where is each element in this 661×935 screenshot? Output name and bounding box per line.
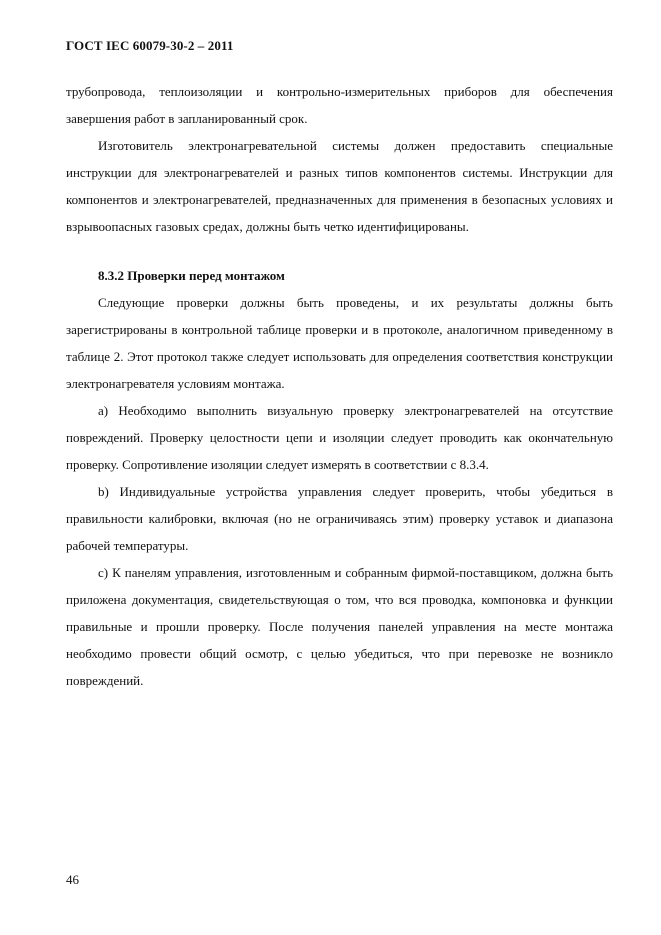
page-number: 46 [66, 872, 79, 887]
paragraph-continued: трубопровода, теплоизоляции и контрольно-измерительных приборов для обеспечения завершения работ в запланированный срок. [66, 84, 613, 126]
document-header: ГОСТ IEC 60079-30-2 – 2011 [66, 38, 234, 53]
paragraph-gap [66, 240, 613, 262]
list-item-a: а) Необходимо выполнить визуальную проверку электронагревателей на отсутствие повреждений. Проверку целостности цепи и изоляции следует проводить как окончательную проверку. Сопротивление изоляции следует измерять в соответствии с 8.3.4. [66, 403, 613, 472]
list-item-c: с) К панелям управления, изготовленным и собранным фирмой-поставщиком, должна быть приложена документация, свидетельствующая о том, что вся проводка, компоновка и функции правильные и прошли проверку. После получения панелей управления на месте монтажа необходимо провести общий осмотр, с целью убедиться, что при перевозке не возникло повреждений. [66, 565, 613, 688]
paragraph-manufacturer-instructions: Изготовитель электронагревательной системы должен предоставить специальные инструкции для электронагревателей и разных типов компонентов системы. Инструкции для компонентов и электронагревателей, предназначенных для применения в безопасных условиях и взрывоопасных газовых средах, должны быть четко идентифицированы. [66, 138, 613, 234]
list-item-b: b) Индивидуальные устройства управления следует проверить, чтобы убедиться в правильности калибровки, включая (но не ограничиваясь этим) проверку уставок и диапазона рабочей температуры. [66, 484, 613, 553]
section-intro: Следующие проверки должны быть проведены, и их результаты должны быть зарегистрированы в контрольной таблице проверки и в протоколе, аналогичном приведенному в таблице 2. Этот протокол также следует использовать для определения соответствия конструкции электронагревателя условиям монтажа. [66, 295, 613, 391]
section-heading: 8.3.2 Проверки перед монтажом [98, 268, 285, 283]
document-body [66, 78, 613, 694]
